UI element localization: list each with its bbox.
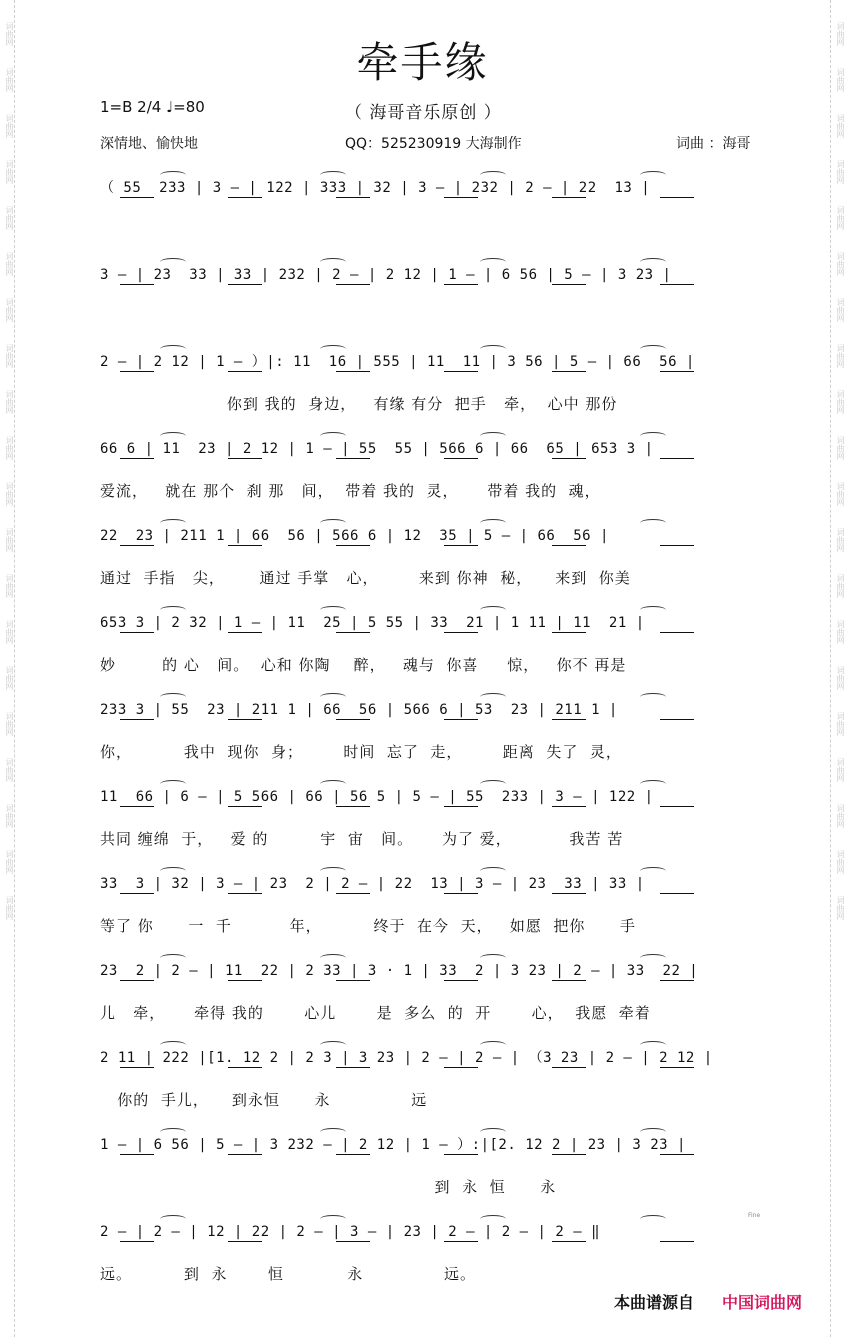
lyric-line: 你的 手儿， 到永恒 永 远 (100, 1091, 428, 1109)
slur-arc (640, 345, 666, 353)
notation-line: 2 — | 2 — | 12 | 22 | 2 — | 3 — | 23 | 2 — | 2 — | 2 — ‖ (100, 1224, 601, 1240)
beam-line (552, 980, 586, 981)
slur-arc (160, 519, 186, 527)
watermark-text: 词曲网 (5, 344, 14, 368)
slur-arc (480, 1041, 506, 1049)
beam-line (120, 1154, 154, 1155)
notation-line: 3 — | 23 33 | 33 | 232 | 2 — | 2 12 | 1 — | 6 56 | 5 — | 3 23 | (100, 267, 672, 283)
slur-arc (160, 1215, 186, 1223)
beam-line (444, 1154, 478, 1155)
watermark-text: 词曲网 (5, 68, 14, 92)
beam-line (228, 458, 262, 459)
slur-arc (320, 519, 346, 527)
score-row (100, 349, 765, 413)
slur-arc (160, 867, 186, 875)
slur-arc (160, 345, 186, 353)
slur-arc (640, 693, 666, 701)
beam-line (444, 719, 478, 720)
watermark-text: 词曲网 (836, 344, 845, 368)
watermark-text: 词曲网 (836, 68, 845, 92)
beam-line (228, 545, 262, 546)
slur-arc (640, 954, 666, 962)
beam-line (336, 1067, 370, 1068)
slur-arc (480, 345, 506, 353)
beam-line (228, 371, 262, 372)
watermark-text: 词曲网 (5, 528, 14, 552)
beam-line (552, 458, 586, 459)
watermark-text: 词曲网 (836, 712, 845, 736)
beam-line (336, 893, 370, 894)
notation-line: 22 23 | 211 1 | 66 56 | 566 6 | 12 35 | 5 — | 66 56 | (100, 528, 609, 544)
watermark-text: 词曲网 (5, 666, 14, 690)
footer-site-name[interactable]: 中国词曲网 (722, 1293, 803, 1312)
notation-line: 11 66 | 6 — | 5 566 | 66 | 56 5 | 5 — | 55 233 | 3 — | 122 | (100, 789, 654, 805)
beam-line (120, 1241, 154, 1242)
score-row (100, 436, 765, 500)
beam-line (120, 545, 154, 546)
watermark-text: 词曲网 (5, 758, 14, 782)
slur-arc (480, 258, 506, 266)
slur-arc (640, 1041, 666, 1049)
beam-line (228, 1067, 262, 1068)
notation-line: 653 3 | 2 32 | 1 — | 11 25 | 5 55 | 33 21 | 1 11 | 11 21 | (100, 615, 645, 631)
watermark-text: 词曲网 (836, 804, 845, 828)
beam-line (444, 632, 478, 633)
score-row (100, 523, 765, 587)
beam-line (444, 545, 478, 546)
beam-line (444, 371, 478, 372)
lyric-line: 到 永 恒 永 (100, 1178, 557, 1196)
slur-arc (480, 780, 506, 788)
beam-line (552, 1067, 586, 1068)
watermark-text: 词曲网 (836, 114, 845, 138)
watermark-text: 词曲网 (5, 804, 14, 828)
qq-line: QQ：525230919 大海制作 (345, 136, 522, 152)
beam-line (336, 980, 370, 981)
beam-line (660, 1241, 694, 1242)
beam-line (444, 1241, 478, 1242)
slur-arc (480, 171, 506, 179)
beam-line (444, 197, 478, 198)
watermark-text: 词曲网 (836, 206, 845, 230)
beam-line (552, 806, 586, 807)
slur-arc (640, 519, 666, 527)
watermark-text: 词曲网 (836, 850, 845, 874)
watermark-text: 词曲网 (5, 896, 14, 920)
beam-line (444, 806, 478, 807)
slur-arc (320, 606, 346, 614)
watermark-text: 词曲网 (5, 206, 14, 230)
beam-line (660, 719, 694, 720)
watermark-text: 词曲网 (836, 620, 845, 644)
beam-line (120, 806, 154, 807)
lyric-line: 共同 缠绵 于， 爱 的 宇 宙 间。 为了 爱， 我苦 苦 (100, 830, 624, 848)
slur-arc (320, 258, 346, 266)
score-row (100, 610, 765, 674)
watermark-text: 词曲网 (5, 22, 14, 46)
notation-line: 1 — | 6 56 | 5 — | 3 232 — | 2 12 | 1 — ）:|[2. 12 2 | 23 | 3 23 | (100, 1137, 686, 1153)
watermark-text: 词曲网 (5, 252, 14, 276)
watermark-text: 词曲网 (5, 436, 14, 460)
beam-line (228, 284, 262, 285)
beam-line (228, 632, 262, 633)
notation-line: 233 3 | 55 23 | 211 1 | 66 56 | 566 6 | 53 23 | 211 1 | (100, 702, 618, 718)
beam-line (552, 371, 586, 372)
watermark-text: 词曲网 (836, 482, 845, 506)
slur-arc (640, 171, 666, 179)
beam-line (660, 284, 694, 285)
slur-arc (160, 693, 186, 701)
lyric-line: 通过 手指 尖， 通过 手掌 心， 来到 你神 秘， 来到 你美 (100, 569, 631, 587)
beam-line (228, 893, 262, 894)
slur-arc (320, 1128, 346, 1136)
score-row (100, 175, 765, 215)
beam-line (228, 1154, 262, 1155)
watermark-text: 词曲网 (836, 528, 845, 552)
slur-arc (480, 1215, 506, 1223)
slur-arc (320, 780, 346, 788)
notation-line: 33 3 | 32 | 3 — | 23 2 | 2 — | 22 13 | 3 — | 23 33 | 33 | (100, 876, 645, 892)
watermark-text: 词曲网 (5, 298, 14, 322)
watermark-text: 词曲网 (836, 574, 845, 598)
watermark-text: 词曲网 (836, 436, 845, 460)
beam-line (660, 806, 694, 807)
notation-line: 23 2 | 2 — | 11 22 | 2 33 | 3 · 1 | 33 2 | 3 23 | 2 — | 33 22 | (100, 963, 699, 979)
beam-line (552, 719, 586, 720)
slur-arc (320, 867, 346, 875)
slur-arc (640, 780, 666, 788)
beam-line (660, 197, 694, 198)
beam-line (552, 545, 586, 546)
notation-line: （ 55 233 | 3 — | 122 | 333 | 32 | 3 — | 232 | 2 — | 22 13 | (100, 180, 651, 196)
slur-arc (320, 432, 346, 440)
beam-line (660, 371, 694, 372)
beam-line (660, 632, 694, 633)
beam-line (552, 1241, 586, 1242)
slur-arc (160, 1128, 186, 1136)
watermark-text: 词曲网 (5, 620, 14, 644)
slur-arc (160, 171, 186, 179)
beam-line (228, 197, 262, 198)
slur-arc (480, 1128, 506, 1136)
beam-line (552, 284, 586, 285)
beam-line (228, 1241, 262, 1242)
beam-line (336, 545, 370, 546)
expression-marking: 深情地、愉快地 (100, 136, 198, 152)
slur-arc (480, 432, 506, 440)
beam-line (444, 1067, 478, 1068)
beam-line (336, 632, 370, 633)
watermark-text: 词曲网 (836, 298, 845, 322)
watermark-text: 词曲网 (836, 666, 845, 690)
watermark-text: 词曲网 (5, 114, 14, 138)
slur-arc (160, 432, 186, 440)
score-row (100, 262, 765, 302)
notation-line: 2 — | 2 12 | 1 — ）|: 11 16 | 555 | 11 11 | 3 56 | 5 — | 66 56 | (100, 354, 695, 370)
watermark-text: 词曲网 (836, 896, 845, 920)
lyric-line: 等了 你 一 千 年， 终于 在今 天， 如愿 把你 手 (100, 917, 637, 935)
beam-line (660, 458, 694, 459)
lyric-line: 远。 到 永 恒 永 远。 (100, 1265, 477, 1283)
credits: 词曲 ：海哥 (676, 136, 751, 152)
beam-line (120, 632, 154, 633)
score-row (100, 1132, 765, 1196)
slur-arc (640, 867, 666, 875)
notation-line: 2 11 | 222 |[1. 12 2 | 2 3 | 3 23 | 2 — | 2 — | （3 23 | 2 — | 2 12 | (100, 1050, 713, 1066)
watermark-text: 词曲网 (5, 482, 14, 506)
beam-line (228, 980, 262, 981)
beam-line (336, 1154, 370, 1155)
slur-arc (160, 606, 186, 614)
fine-mark: Fine (748, 1212, 761, 1219)
beam-line (660, 1067, 694, 1068)
score-row (100, 958, 765, 1022)
beam-line (444, 458, 478, 459)
slur-arc (320, 171, 346, 179)
right-watermark-strip (830, 0, 845, 1337)
score-row (100, 784, 765, 848)
score-row (100, 697, 765, 761)
slur-arc (640, 1215, 666, 1223)
beam-line (660, 893, 694, 894)
beam-line (120, 458, 154, 459)
score-row (100, 871, 765, 935)
beam-line (336, 458, 370, 459)
notation-line: 66 6 | 11 23 | 2 12 | 1 — | 55 55 | 566 6 | 66 65 | 653 3 | (100, 441, 654, 457)
slur-arc (160, 780, 186, 788)
beam-line (120, 1067, 154, 1068)
slur-arc (640, 258, 666, 266)
watermark-text: 词曲网 (5, 712, 14, 736)
beam-line (660, 545, 694, 546)
slur-arc (480, 867, 506, 875)
beam-line (120, 719, 154, 720)
slur-arc (320, 954, 346, 962)
song-title: 牵手缘 (356, 38, 489, 87)
slur-arc (320, 693, 346, 701)
beam-line (228, 806, 262, 807)
beam-line (120, 197, 154, 198)
slur-arc (160, 1041, 186, 1049)
lyric-line: 爱流， 就在 那个 刹 那 间， 带着 我的 灵， 带着 我的 魂， (100, 482, 601, 500)
slur-arc (640, 606, 666, 614)
beam-line (336, 284, 370, 285)
beam-line (120, 893, 154, 894)
slur-arc (480, 606, 506, 614)
slur-arc (640, 1128, 666, 1136)
watermark-text: 词曲网 (5, 574, 14, 598)
slur-arc (320, 1041, 346, 1049)
slur-arc (320, 345, 346, 353)
slur-arc (480, 519, 506, 527)
slur-arc (160, 954, 186, 962)
watermark-text: 词曲网 (836, 160, 845, 184)
lyric-line: 儿 牵， 牵得 我的 心儿 是 多么 的 开 心， 我愿 牵着 (100, 1004, 651, 1022)
beam-line (552, 1154, 586, 1155)
beam-line (660, 980, 694, 981)
slur-arc (480, 954, 506, 962)
beam-line (444, 284, 478, 285)
watermark-text: 词曲网 (5, 390, 14, 414)
beam-line (120, 371, 154, 372)
watermark-text: 词曲网 (836, 758, 845, 782)
watermark-text: 词曲网 (5, 160, 14, 184)
slur-arc (160, 258, 186, 266)
slur-arc (320, 1215, 346, 1223)
footer-source-label: 本曲谱源自 (614, 1293, 695, 1312)
beam-line (444, 980, 478, 981)
watermark-text: 词曲网 (836, 22, 845, 46)
beam-line (444, 893, 478, 894)
lyric-line: 妙 的 心 间。 心和 你陶 醉， 魂与 你喜 惊， 你不 再是 (100, 656, 627, 674)
beam-line (120, 980, 154, 981)
beam-line (228, 719, 262, 720)
lyric-line: 你到 我的 身边， 有缘 有分 把手 牵， 心中 那份 (100, 395, 618, 413)
watermark-text: 词曲网 (836, 390, 845, 414)
beam-line (660, 1154, 694, 1155)
score-row (100, 1045, 765, 1109)
beam-line (120, 284, 154, 285)
watermark-text: 词曲网 (5, 850, 14, 874)
slur-arc (640, 432, 666, 440)
beam-line (552, 197, 586, 198)
beam-line (336, 371, 370, 372)
beam-line (552, 632, 586, 633)
key-tempo: 1=B 2/4 ♩=80 (100, 98, 205, 116)
subtitle: （ 海哥音乐原创 ） (345, 103, 502, 123)
beam-line (336, 806, 370, 807)
left-watermark-strip (0, 0, 15, 1337)
score-row (100, 1219, 765, 1283)
beam-line (336, 197, 370, 198)
slur-arc (480, 693, 506, 701)
watermark-text: 词曲网 (836, 252, 845, 276)
beam-line (552, 893, 586, 894)
beam-line (336, 719, 370, 720)
beam-line (336, 1241, 370, 1242)
lyric-line: 你， 我中 现你 身； 时间 忘了 走， 距离 失了 灵， (100, 743, 622, 761)
